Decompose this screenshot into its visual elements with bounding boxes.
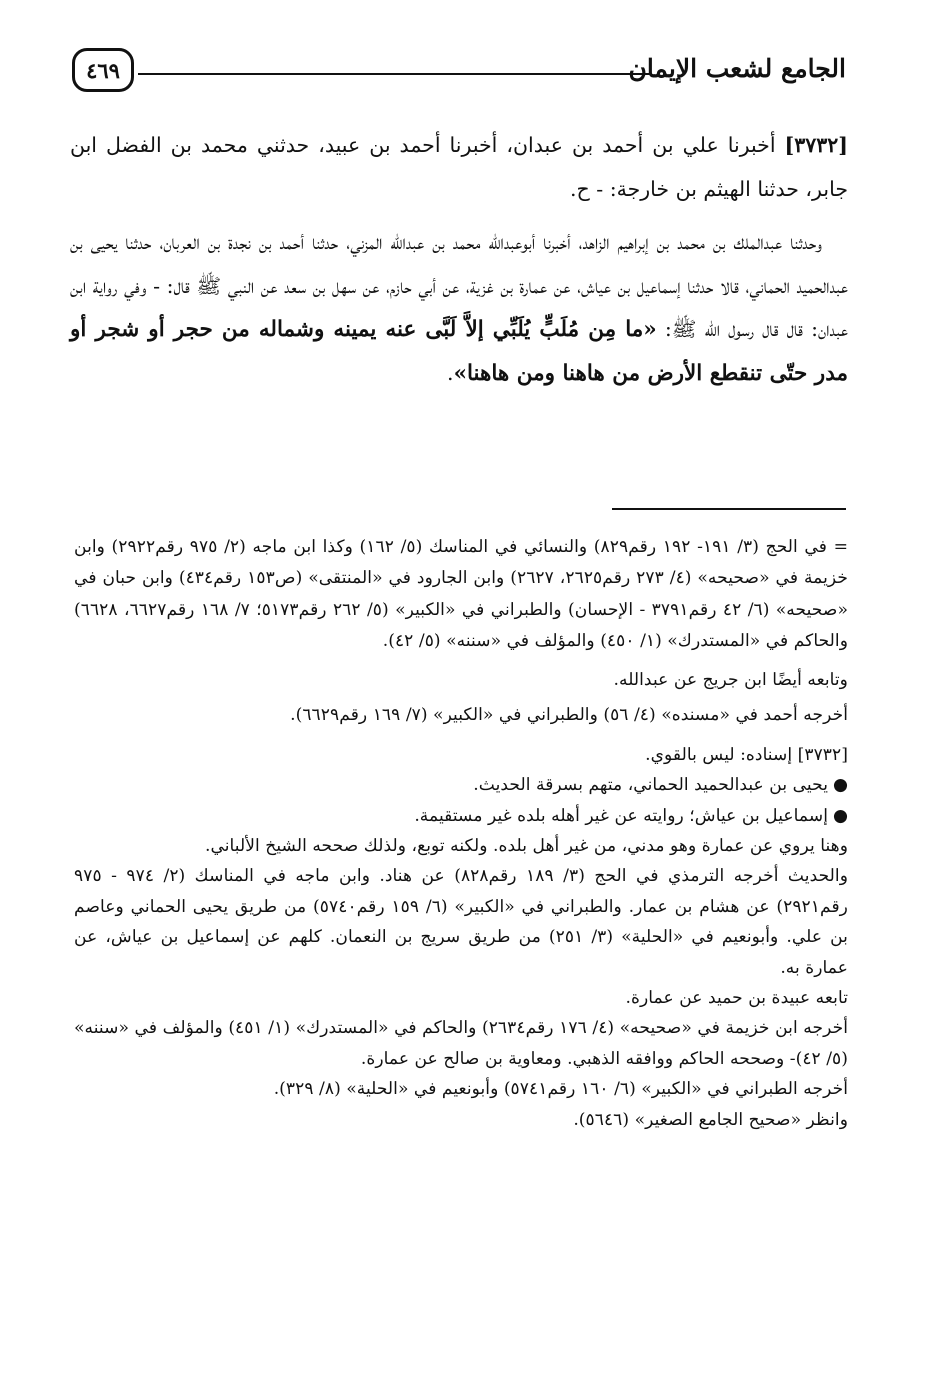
main-text xyxy=(70,124,848,395)
page-number: ٤٦٩ xyxy=(86,57,120,83)
footnotes xyxy=(74,532,848,1135)
footnote-note-1: وهنا يروي عن عمارة وهو مدني، من غير أهل بلده. ولكنه توبع، ولذلك صححه الشيخ الألباني. xyxy=(204,836,848,856)
footnote-note-4: أخرجه ابن خزيمة في «صحيحه» (٤/ ١٧٦ رقم٢٦٣٤) والحاكم في «المستدرك» (١/ ٤٥١) والمؤلف في «سننه» (٥/ ٤٢)- وصححه الحاكم ووافقه الذهبي. ومعاوية بن صالح عن عمارة. xyxy=(74,1018,848,1069)
bullet-icon: ● xyxy=(833,805,848,826)
hadith-matn: «ما مِن مُلَبٍّ يُلَبِّي إلاَّ لَبَّى عنه يمينه وشماله من حجر أو شجر أو مدر حتّى تنقطع الأرض من هاهنا ومن هاهنا» xyxy=(70,317,848,386)
footnote-note-6: وانظر «صحيح الجامع الصغير» (٥٦٤٦). xyxy=(573,1109,848,1130)
chain-text-2: وحدثنا عبدالملك بن محمد بن إبراهيم الزاهد، أخبرنا أبوعبدالله محمد بن عبدالله المزني، حدثنا أحمد بن نجدة بن العربان، حدثنا يحيى بن عبدالحميد الحماني، قالا حدثنا إسماعيل بن عياش، عن عمارة بن غزية، عن أبي حازم، عن سهل بن سعد عن النبي ﷺ قال: - وفي رواية ابن عبدان: قال قال رسول الله ﷺ: xyxy=(70,230,848,341)
book-title: الجامع لشعب الإيمان xyxy=(628,54,846,83)
bullet-icon: ● xyxy=(833,775,848,796)
footnote-note-5: أخرجه الطبراني في «الكبير» (٦/ ١٦٠ رقم٥٧٤١) وأبونعيم في «الحلية» (٨/ ٣٢٩). xyxy=(273,1079,848,1100)
bullet-item-1 xyxy=(74,770,848,800)
footnote-divider xyxy=(612,508,846,510)
footnote-follow-source: أخرجه أحمد في «مسنده» (٤/ ٥٦) والطبراني في «الكبير» (٧/ ١٦٩ رقم٦٦٢٩). xyxy=(290,705,848,726)
hadith-chain-1 xyxy=(70,124,848,211)
footnote-note-2: والحديث أخرجه الترمذي في الحج (٣/ ١٨٩ رقم٨٢٨) عن هناد. وابن ماجه في المناسك (٢/ ٩٧٤ - ٩٧٥ رقم٢٩٢١) عن هشام بن عمار. والطبراني في «الكبير» (٦/ ١٥٩ رقم٥٧٤٠) من طريق يحيى الحماني وعاصم بن علي. وأبونعيم في «الحلية» (٣/ ٢٥١) من طريق سريج بن النعمان. كلهم عن إسماعيل بن عياش، عن عمارة به. xyxy=(74,866,848,978)
chain-text-1: أخبرنا علي بن أحمد بن عبدان، أخبرنا أحمد بن عبيد، حدثني محمد بن الفضل ابن جابر، حدثنا الهيثم بن خارجة: - ح. xyxy=(70,133,848,201)
bullet-text-1: يحيى بن عبدالحميد الحماني، متهم بسرقة الحديث. xyxy=(473,775,828,796)
isnad-heading: [٣٧٣٢] إسناده: ليس بالقوي. xyxy=(645,744,848,765)
header-rule xyxy=(138,73,650,75)
running-header xyxy=(70,46,846,102)
bullet-item-2 xyxy=(74,801,848,831)
footnote-continuation: = في الحج (٣/ ١٩١- ١٩٢ رقم٨٢٩) والنسائي في المناسك (٥/ ١٦٢) وكذا ابن ماجه (٢/ ٩٧٥ رقم٢٩٢٢) وابن خزيمة في «صحيحه» (٤/ ٢٧٣ رقم٢٦٢٥، ٢٦٢٧) وابن الجارود في «المنتقى» (ص١٥٣ رقم٤٣٤) وابن حبان في «صحيحه» (٦/ ٤٢ رقم٣٧٩١ - الإحسان) والطبراني في «الكبير» (٥/ ٢٦٢ رقم٥١٧٣؛ ٧/ ١٦٨ رقم٦٦٢٧، ٦٦٢٨) والحاكم في «المستدرك» (١/ ٤٥٠) والمؤلف في «سننه» (٥/ ٤٢). xyxy=(74,537,848,651)
page-number-box xyxy=(72,48,134,92)
footnote-note-3: تابعه عبيدة بن حميد عن عمارة. xyxy=(625,988,848,1009)
footnote-follow: وتابعه أيضًا ابن جريج عن عبدالله. xyxy=(613,670,848,691)
end-mark: . xyxy=(447,360,454,385)
bullet-text-2: إسماعيل بن عياش؛ روايته عن غير أهله بلده غير مستقيمة. xyxy=(414,805,828,826)
hadith-chain-2 xyxy=(70,221,848,395)
hadith-number: [٣٧٣٢] xyxy=(784,133,848,157)
